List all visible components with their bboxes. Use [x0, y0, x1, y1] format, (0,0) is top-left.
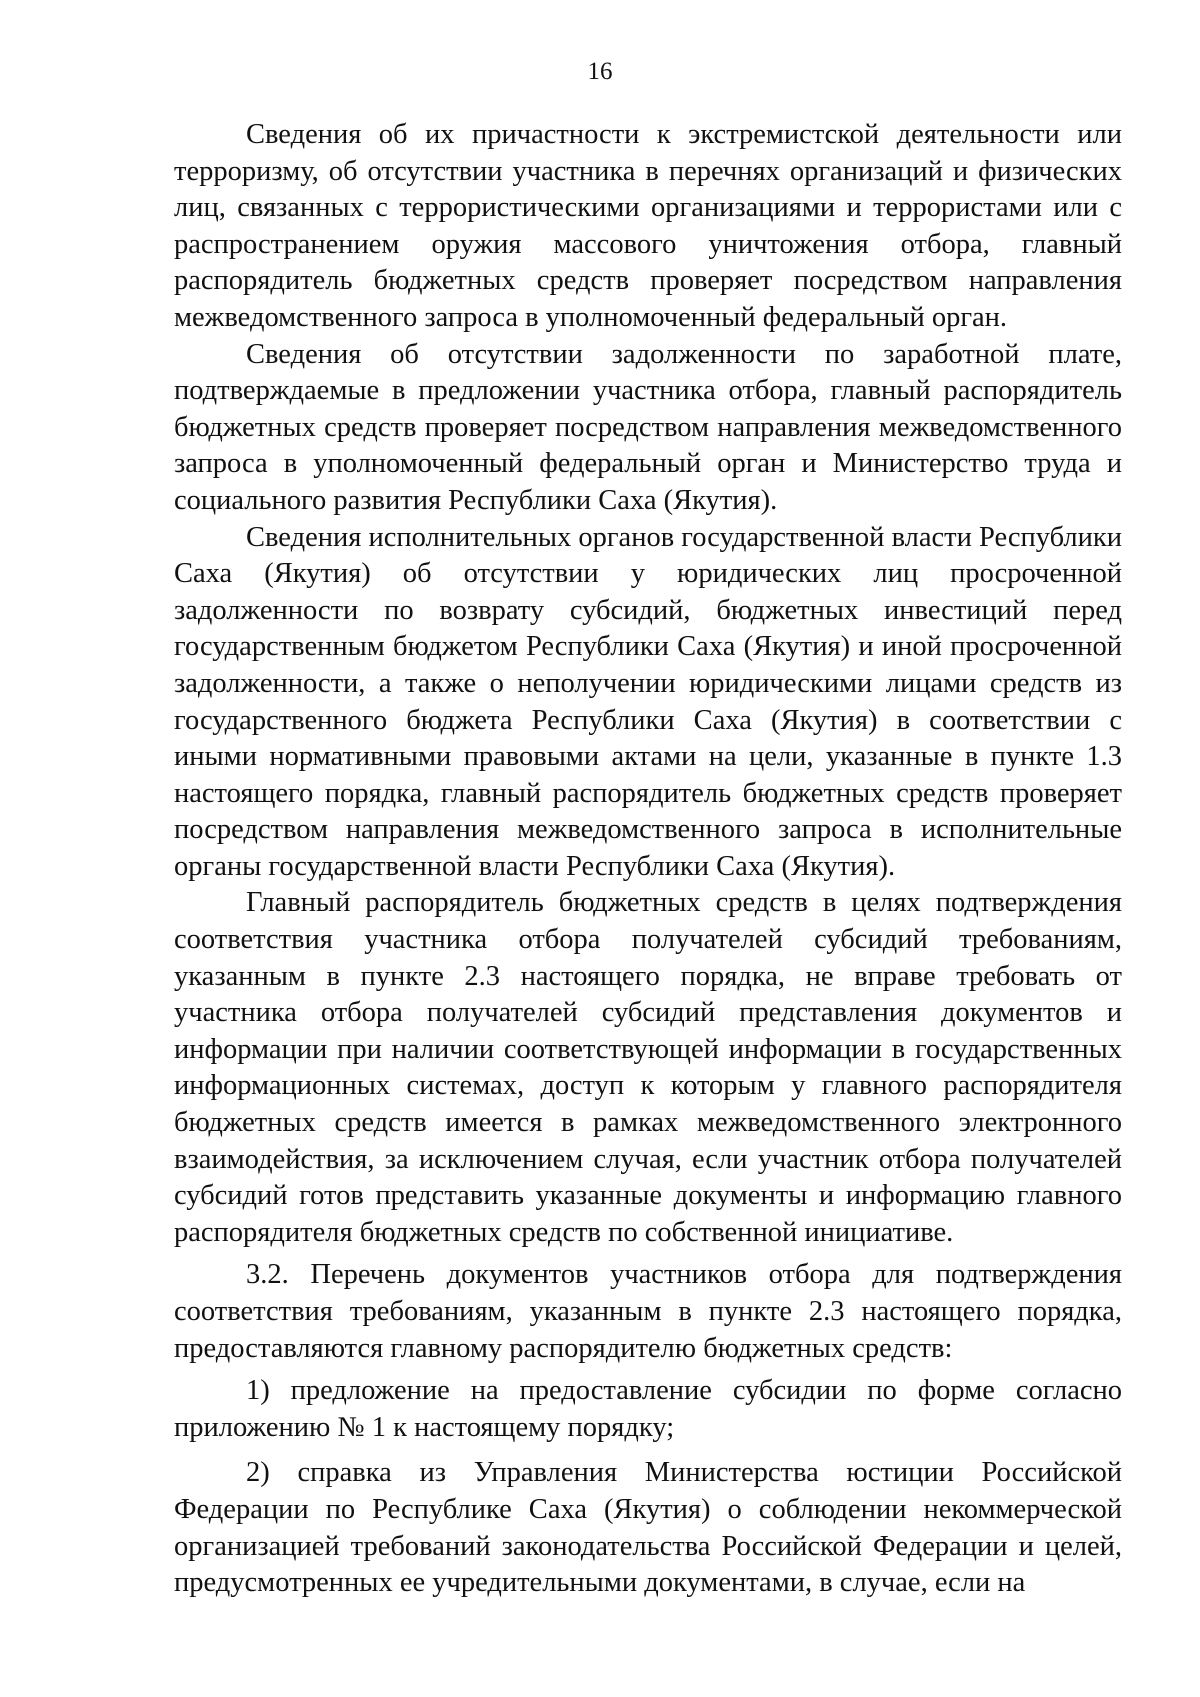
page-number: 16 [587, 58, 613, 85]
paragraph-overdue-debt-check: Сведения исполнительных органов государственной власти Республики Саха (Якутия) об отсутствии у юридических лиц просроченной задолженности по возврату субсидий, бюджетных инвестиций перед государственным бюджетом Республики Саха (Якутия) и иной просроченной задолженности, а также о неполучении юридическими лицами средств из государственного бюджета Республики Саха (Якутия) в соответствии с иными нормативными правовыми актами на цели, указанные в пункте 1.3 настоящего порядка, главный распорядитель бюджетных средств проверяет посредством направления межведомственного запроса в исполнительные органы государственной власти Республики Саха (Якутия). [174, 521, 1122, 882]
paragraph-salary-debt-check: Сведения об отсутствии задолженности по заработной плате, подтверждаемые в предложении участника отбора, главный распорядитель бюджетных средств проверяет посредством направления межведомственного запроса в уполномоченный федеральный орган и Министерство труда и социального развития Республики Саха (Якутия). [174, 338, 1122, 516]
list-item-2: 2) справка из Управления Министерства юстиции Российской Федерации по Республике Саха (Якутия) о соблюдении некоммерческой организацией требований законодательства Российской Федерации и целей, предусмотренных ее учредительными документами, в случае, если на [174, 1457, 1122, 1599]
paragraph-no-document-request: Главный распорядитель бюджетных средств в целях подтверждения соответствия участника отбора получателей субсидий требованиям, указанным в пункте 2.3 настоящего порядка, не вправе требовать от участника отбора получателей субсидий представления документов и информации при наличии соответствующей информации в государственных информационных системах, доступ к которым у главного распорядителя бюджетных средств имеется в рамках межведомственного электронного взаимодействия, за исключением случая, если участник отбора получателей субсидий готов представить указанные документы и информацию главного распорядителя бюджетных средств по собственной инициативе. [174, 887, 1122, 1248]
list-item-1: 1) предложение на предоставление субсидии по форме согласно приложению № 1 к настоящему порядку; [174, 1375, 1122, 1443]
paragraph-document-list-intro: 3.2. Перечень документов участников отбора для подтверждения соответствия требованиям, указанным в пункте 2.3 настоящего порядка, предоставляются главному распорядителю бюджетных средств: [174, 1259, 1122, 1364]
paragraph-extremism-check: Сведения об их причастности к экстремистской деятельности или терроризму, об отсутствии участника в перечнях организаций и физических лиц, связанных с террористическими организациями и террористами или с распространением оружия массового уничтожения отбора, главный распорядитель бюджетных средств проверяет посредством направления межведомственного запроса в уполномоченный федеральный орган. [174, 119, 1122, 333]
document-body [174, 117, 1122, 1602]
